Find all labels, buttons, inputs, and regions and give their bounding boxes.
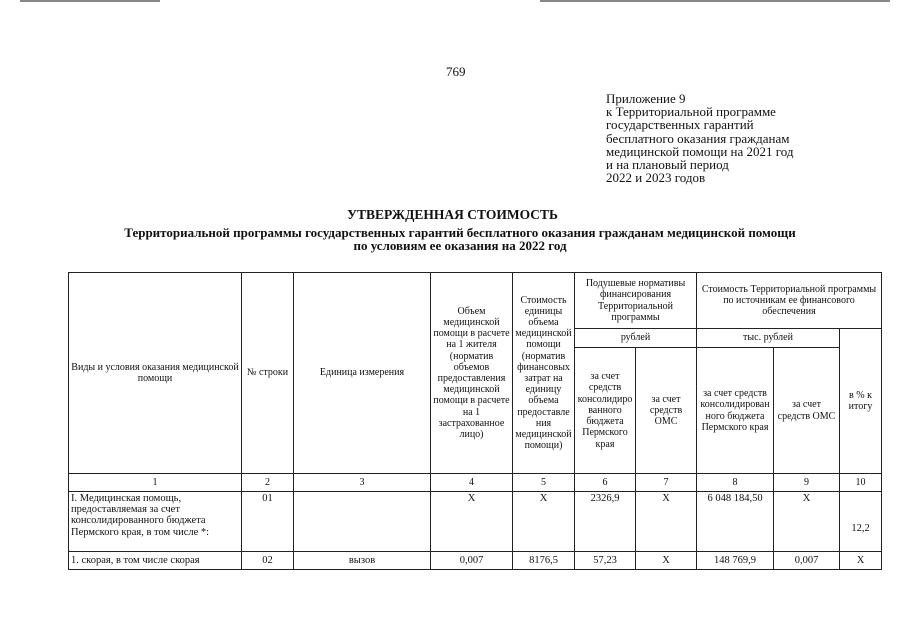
document-subtitle — [60, 226, 860, 252]
column-number: 10 — [840, 474, 882, 492]
header-per-capita: Подушевые нормативы финансирования Территориальной программы — [575, 273, 697, 329]
row-name: 1. скорая, в том числе скорая — [69, 552, 242, 570]
column-number: 5 — [513, 474, 575, 492]
row-volume: 0,007 — [431, 552, 513, 570]
appendix-line: к Территориальной программе — [606, 104, 776, 120]
row-percent: Х — [840, 552, 882, 570]
column-number: 7 — [636, 474, 697, 492]
table-row — [69, 552, 882, 570]
row-cost-oms: Х — [774, 492, 840, 552]
header-row-no: № строки — [242, 273, 294, 474]
page-number: 769 — [446, 64, 466, 79]
document-title: УТВЕРЖДЕННАЯ СТОИМОСТЬ — [347, 207, 558, 222]
appendix-line: государственных гарантий — [606, 117, 754, 133]
scan-edge-right — [540, 0, 890, 2]
header-thousand-rubles: тыс. рублей — [697, 329, 840, 348]
row-unit: вызов — [294, 552, 431, 570]
header-rubles: рублей — [575, 329, 697, 348]
row-per-capita-budget: 2326,9 — [575, 492, 636, 552]
column-number: 2 — [242, 474, 294, 492]
header-unit: Единица измерения — [294, 273, 431, 474]
header-per-capita-budget: за счет средств консолидированного бюджета Пермского края — [575, 348, 636, 474]
appendix-line: 2022 и 2023 годов — [606, 170, 706, 186]
column-number: 9 — [774, 474, 840, 492]
row-volume: Х — [431, 492, 513, 552]
column-number: 4 — [431, 474, 513, 492]
appendix-line: Приложение 9 — [606, 91, 686, 106]
header-volume: Объем медицинской помощи в расчете на 1 жителя (норматив объемов предоставления медицинской помощи в расчете на 1 застрахованное лицо) — [431, 273, 513, 474]
header-cost-oms: за счет средств ОМС — [774, 348, 840, 474]
row-number: 01 — [242, 492, 294, 552]
row-unit-cost: 8176,5 — [513, 552, 575, 570]
row-percent — [840, 492, 882, 552]
row-cost-oms: 0,007 — [774, 552, 840, 570]
header-program-cost: Стоимость Территориальной программы по источникам ее финансового обеспечения — [697, 273, 882, 329]
header-percent: в % к итогу — [840, 329, 882, 474]
table-row — [69, 492, 882, 552]
row-cost-budget: 6 048 184,50 — [697, 492, 774, 552]
row-cost-budget: 148 769,9 — [697, 552, 774, 570]
row-unit-cost: Х — [513, 492, 575, 552]
row-per-capita-oms: Х — [636, 552, 697, 570]
column-number: 3 — [294, 474, 431, 492]
appendix-line: бесплатного оказания гражданам — [606, 130, 790, 146]
appendix-line: и на плановый период — [606, 157, 729, 173]
row-name: I. Медицинская помощь, предоставляемая за счет консолидированного бюджета Пермского края, в том числе *: — [69, 492, 242, 552]
subtitle-line: Территориальной программы государственных гарантий бесплатного оказания гражданам медицинской помощи — [124, 225, 796, 240]
column-number: 8 — [697, 474, 774, 492]
row-percent-value: 12,2 — [851, 522, 870, 534]
row-number: 02 — [242, 552, 294, 570]
appendix-block — [606, 92, 866, 184]
scan-edge-left — [20, 0, 160, 2]
subtitle-line: по условиям ее оказания на 2022 год — [353, 238, 567, 253]
column-number-row — [69, 474, 882, 492]
cost-table — [68, 272, 882, 570]
row-unit — [294, 492, 431, 552]
header-per-capita-oms: за счет средств ОМС — [636, 348, 697, 474]
column-number: 6 — [575, 474, 636, 492]
row-per-capita-budget: 57,23 — [575, 552, 636, 570]
appendix-line: медицинской помощи на 2021 год — [606, 143, 794, 159]
header-unit-cost: Стоимость единицы объема медицинской помощи (норматив финансовых затрат на единицу объема предоставления медицинской помощи) — [513, 273, 575, 474]
column-number: 1 — [69, 474, 242, 492]
row-per-capita-oms: Х — [636, 492, 697, 552]
header-cost-budget: за счет средств консолидированного бюджета Пермского края — [697, 348, 774, 474]
header-kinds: Виды и условия оказания медицинской помощи — [69, 273, 242, 474]
